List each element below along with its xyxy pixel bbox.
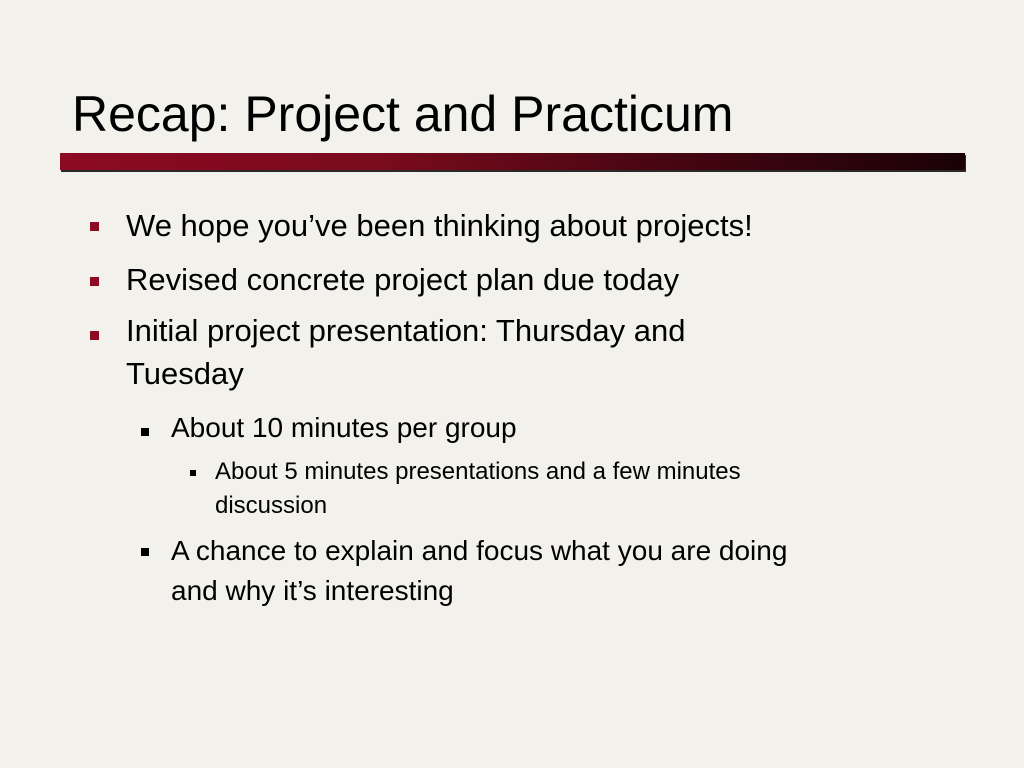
bullet-text [215,455,741,523]
bullet-text [126,204,753,248]
bullet-square-icon [141,548,149,556]
bullet-square-icon [90,331,99,340]
bullet-line: and why it’s interesting [171,575,454,606]
bullet-square-icon [190,470,196,476]
bullet-text [171,531,787,611]
bullet-line: Tuesday [126,356,244,391]
bullet-text [126,309,685,396]
bullet-line: Revised concrete project plan due today [126,262,680,297]
slide-title: Recap: Project and Practicum [72,86,734,142]
bullet-square-icon [90,222,99,231]
bullet-square-icon [141,428,149,436]
bullet-line: A chance to explain and focus what you are doing [171,535,788,566]
bullet-line: discussion [215,492,328,519]
bullet-line: We hope you’ve been thinking about projects! [126,208,753,243]
bullet-line: About 5 minutes presentations and a few minutes [215,458,741,485]
bullet-line: About 10 minutes per group [171,412,517,443]
bullet-square-icon [90,277,99,286]
title-underline-bar [60,153,965,170]
bullet-text [171,408,517,448]
bullet-text [126,258,679,302]
bullet-line: Initial project presentation: Thursday and [126,313,686,348]
